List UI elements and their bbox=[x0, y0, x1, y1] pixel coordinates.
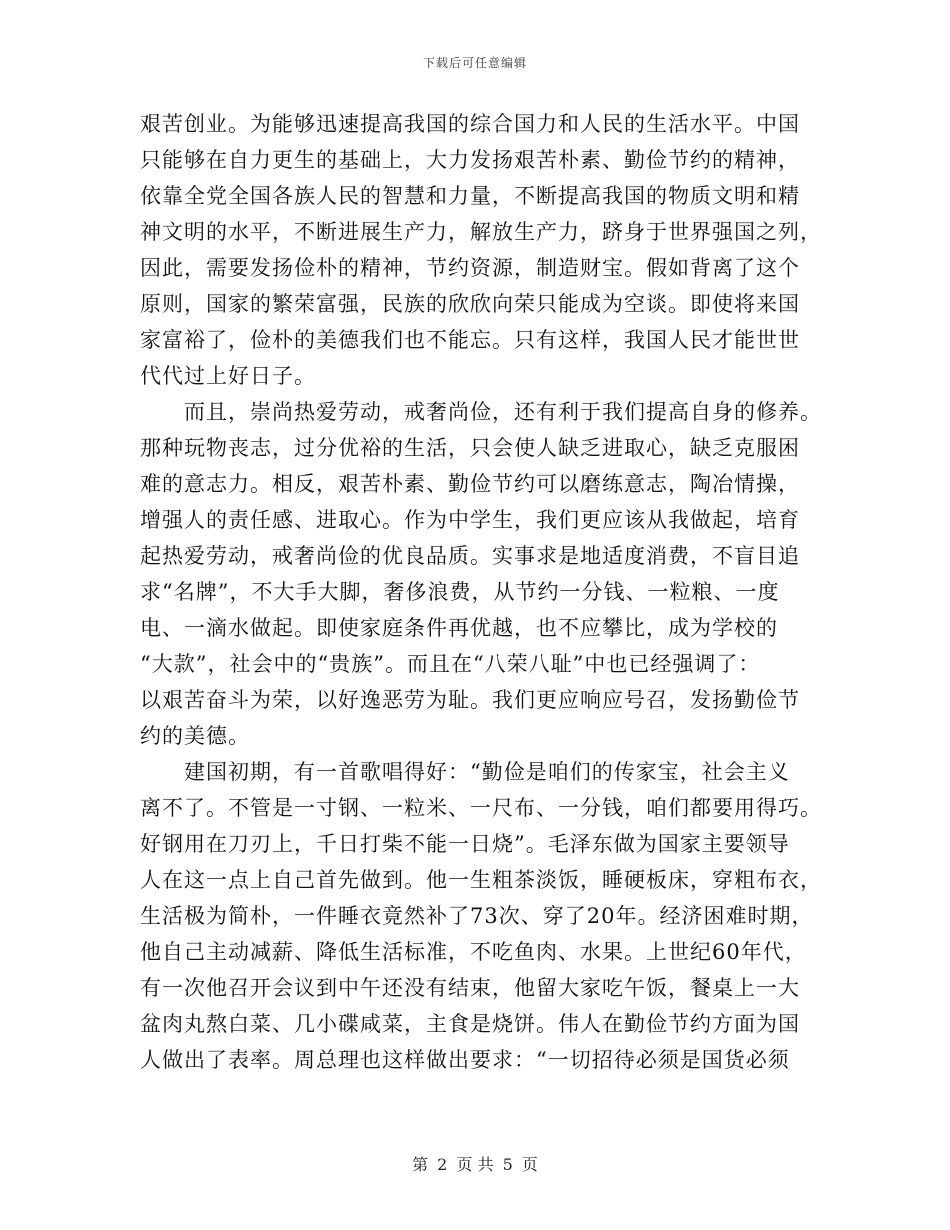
text-line: 起热爱劳动，戒奢尚俭的优良品质。实事求是地适度消费，不盲目追 bbox=[140, 544, 800, 568]
text-line: 人做出了表率。周总理也这样做出要求：“一切招待必须是国货必须 bbox=[140, 1048, 790, 1072]
text-line: 难的意志力。相反，艰苦朴素、勤俭节约可以磨练意志，陶冶情操， bbox=[140, 472, 800, 496]
text-line: 家富裕了，俭朴的美德我们也不能忘。只有这样，我国人民才能世世 bbox=[140, 328, 800, 352]
text-line: 以艰苦奋斗为荣，以好逸恶劳为耻。我们更应响应号召，发扬勤俭节 bbox=[140, 688, 800, 712]
text-line: 只能够在自力更生的基础上，大力发扬艰苦朴素、勤俭节约的精神， bbox=[140, 148, 800, 172]
text-line: 好钢用在刀刃上，千日打柴不能一日烧”。毛泽东做为国家主要领导 bbox=[140, 832, 790, 856]
text-line: 原则，国家的繁荣富强，民族的欣欣向荣只能成为空谈。即使将来国 bbox=[140, 292, 800, 316]
text-line: 生活极为简朴，一件睡衣竟然补了73次、穿了20年。经济困难时期， bbox=[140, 904, 814, 928]
footer-middle: 页 共 bbox=[456, 1155, 494, 1174]
text-line: 有一次他召开会议到中午还没有结束，他留大家吃午饭，餐桌上一大 bbox=[140, 976, 800, 1000]
text-line: “大款”，社会中的“贵族”。而且在“八荣八耻”中也已经强调了： bbox=[140, 652, 761, 676]
text-line: 约的美德。 bbox=[140, 724, 250, 748]
text-line: 因此，需要发扬俭朴的精神，节约资源，制造财宝。假如背离了这个 bbox=[140, 256, 800, 280]
text-line: 电、一滴水做起。即使家庭条件再优越，也不应攀比，成为学校的 bbox=[140, 616, 778, 640]
document-body bbox=[140, 106, 820, 1078]
page-footer bbox=[0, 1152, 950, 1175]
text-line: 求“名牌”，不大手大脚，奢侈浪费，从节约一分钱、一粒粮、一度 bbox=[140, 580, 780, 604]
text-line: 那种玩物丧志，过分优裕的生活，只会使人缺乏进取心，缺乏克服困 bbox=[140, 436, 800, 460]
text-line: 神文明的水平，不断进展生产力，解放生产力，跻身于世界强国之列， bbox=[140, 220, 822, 244]
text-line: 盆肉丸熬白菜、几小碟咸菜，主食是烧饼。伟人在勤俭节约方面为国 bbox=[140, 1012, 800, 1036]
current-page-number: 2 bbox=[437, 1155, 448, 1174]
text-line: 而且，崇尚热爱劳动，戒奢尚俭，还有利于我们提高自身的修养。 bbox=[140, 400, 822, 424]
text-line: 离不了。不管是一寸钢、一粒米、一尺布、一分钱，咱们都要用得巧。 bbox=[140, 796, 822, 820]
footer-prefix: 第 bbox=[412, 1155, 429, 1174]
footer-suffix: 页 bbox=[521, 1155, 538, 1174]
total-pages: 5 bbox=[502, 1155, 513, 1174]
text-line: 艰苦创业。为能够迅速提高我国的综合国力和人民的生活水平。中国 bbox=[140, 112, 800, 136]
text-line: 建国初期，有一首歌唱得好：“勤俭是咱们的传家宝，社会主义 bbox=[140, 760, 790, 784]
page-header: 下载后可任意编辑 bbox=[422, 56, 527, 70]
text-line: 他自己主动减薪、降低生活标准，不吃鱼肉、水果。上世纪60年代， bbox=[140, 940, 807, 964]
text-line: 增强人的责任感、进取心。作为中学生，我们更应该从我做起，培育 bbox=[140, 508, 800, 532]
text-line: 依靠全党全国各族人民的智慧和力量，不断提高我国的物质文明和精 bbox=[140, 184, 800, 208]
text-line: 人在这一点上自己首先做到。他一生粗茶淡饭，睡硬板床，穿粗布衣， bbox=[140, 868, 822, 892]
text-line: 代代过上好日子。 bbox=[140, 364, 316, 388]
